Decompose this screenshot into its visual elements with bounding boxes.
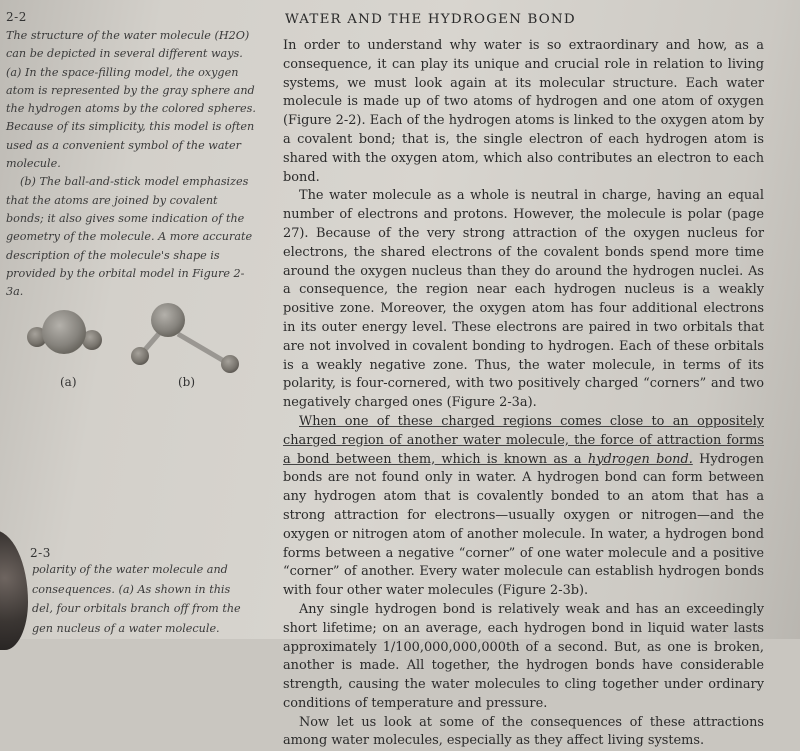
caption-line: gen nucleus of a water molecule.	[32, 621, 220, 635]
paragraph-2: The water molecule as a whole is neutral in charge, having an equal number of electrons and protons. However, the molecule is polar (page 27). Because of the very strong attraction of the oxygen nucleus for electrons, the shared electrons of the covalent bonds spend more time around the oxygen nucleus than they do around the hydrogen nuclei. As a consequence, the region near each hydrogen nucleus is a weakly positive zone. Moreover, the oxygen atom has four additional electrons in its outer energy level. These electrons are paired in two orbitals that are not involved in covalent bonding to hydrogen. Each of these orbitals is a weakly negative zone. Thus, the water molecule, in terms of its polarity, is four-cornered, with two positively charged “corners” and two negatively charged ones (Figure 2-3a).	[283, 188, 764, 411]
next-figure-number: 2-3	[30, 546, 51, 560]
hydrogen-ball	[221, 355, 239, 373]
ball-and-stick-model	[131, 303, 239, 373]
hydrogen-ball	[131, 347, 149, 365]
paragraph-1: In order to understand why water is so extraordinary and how, as a consequence, it can play its unique and crucial role in relation to living systems, we must look again at its molecular structure. Each water molecule is made up of two atoms of hydrogen and one atom of oxygen (Figure 2-2). Each of the hydrogen atoms is linked to the oxygen atom by a covalent bond; that is, the single electron of each hydrogen atom is shared with the oxygen atom, which also contributes an electron to each bond.	[283, 38, 764, 185]
caption-part-a: The structure of the water molecule (H2O) can be depicted in several different ways. (a) In the space-filling model, the oxygen atom is represented by the gray sphere and the hydrogen atoms by the colored spheres. Because of its simplicity, this model is often used as a convenient symbol of the water molecule.	[6, 29, 256, 171]
paragraph-3-rest: Hydrogen bonds are not found only in water. A hydrogen bond can form between any hydrogen atom that is covalently bonded to an atom that has a strong attraction for electrons—usually oxygen or nitrogen—and the oxygen or nitrogen atom of another molecule. In water, a hydrogen bond forms between a negative “corner” of one water molecule and a positive “corner” of another. Every water molecule can establish hydrogen bonds with four other water molecules (Figure 2-3b).	[283, 451, 764, 599]
caption-part-b: (b) The ball-and-stick model emphasizes that the atoms are joined by covalent bonds; it also gives some indication of the geometry of the molecule. A more accurate description of the molecule's shape is provided by the orbital model in Figure 2-3a.	[6, 175, 253, 299]
hydrogen-bond-term: hydrogen bond.	[587, 451, 693, 467]
covalent-bond-stick	[178, 334, 224, 361]
figure-number: 2-2	[6, 10, 27, 24]
underlined-passage: When one of these charged regions comes close to an oppositely charged region of another water molecule, the force of attraction forms a bond between them, which is known as a	[283, 413, 764, 467]
body-text	[283, 37, 764, 751]
figure-caption	[6, 27, 256, 301]
section-heading: WATER AND THE HYDROGEN BOND	[285, 12, 576, 27]
paragraph-4: Any single hydrogen bond is relatively weak and has an exceedingly short lifetime; on an average, each hydrogen bond in liquid water lasts approximately 1/100,000,000,000th of a second. But, as one is broken, another is made. All together, the hydrogen bonds have considerable strength, causing the water molecules to cling together under ordinary conditions of temperature and pressure.	[283, 601, 764, 711]
next-figure-caption	[8, 560, 258, 638]
caption-line: del, four orbitals branch off from the	[32, 602, 241, 616]
caption-line: polarity of the water molecule and	[32, 563, 228, 576]
caption-line: consequences. (a) As shown in this	[32, 582, 231, 596]
label-b: (b)	[178, 375, 196, 389]
oxygen-ball	[151, 303, 185, 337]
oxygen-sphere	[42, 310, 86, 354]
molecule-illustrations	[0, 290, 260, 400]
space-filling-model	[27, 310, 102, 354]
paragraph-5: Now let us look at some of the consequences of these attractions among water molecules, especially as they affect living systems.	[283, 714, 764, 749]
paragraph-3	[283, 413, 764, 601]
label-a: (a)	[60, 375, 77, 389]
